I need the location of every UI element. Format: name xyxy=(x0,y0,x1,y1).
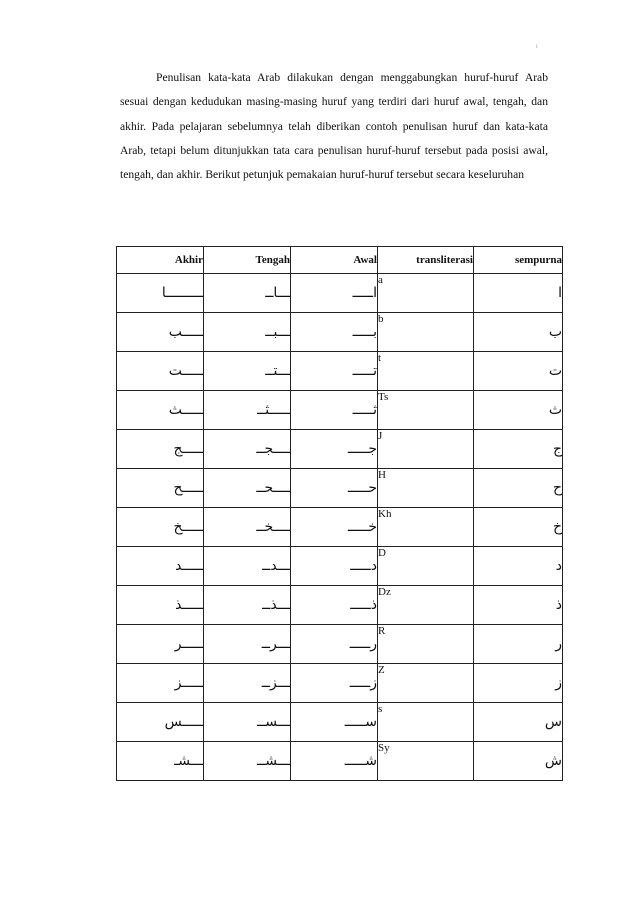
header-sempurna: sempurna xyxy=(474,247,563,274)
header-tengah: Tengah xyxy=(204,247,291,274)
sempurna-cell: ر xyxy=(474,625,563,664)
awal-cell: شـــــ xyxy=(291,742,378,781)
sempurna-cell: ج xyxy=(474,430,563,469)
tengah-cell: ـــشــ xyxy=(204,742,291,781)
tengah-cell: ـــــثــ xyxy=(204,391,291,430)
header-awal: Awal xyxy=(291,247,378,274)
akhir-cell: ـــــذ xyxy=(117,586,204,625)
sempurna-cell: ث xyxy=(474,391,563,430)
intro-paragraph-text: Penulisan kata-kata Arab dilakukan dengan menggabungkan huruf-huruf Arab sesuai dengan kedudukan masing-masing huruf yang terdiri dari huruf awal, tengah, dan akhir. Pada pelajaran sebelumnya telah diberikan contoh penulisan huruf dan kata-kata Arab, tetapi belum ditunjukkan tata cara penulisan huruf-huruf tersebut pada posisi awal, tengah, dan akhir. Berikut petunjuk pemakaian huruf-huruf tersebut secara keseluruhan xyxy=(120,71,548,182)
akhir-cell: ـــــــــا xyxy=(117,274,204,313)
header-akhir: Akhir xyxy=(117,247,204,274)
sempurna-cell: ش xyxy=(474,742,563,781)
tengah-cell: ــــخــ xyxy=(204,508,291,547)
tengah-cell: ـــدــ xyxy=(204,547,291,586)
table-row xyxy=(117,742,563,781)
table-row xyxy=(117,586,563,625)
sempurna-cell: د xyxy=(474,547,563,586)
transliterasi-cell: a xyxy=(378,274,474,313)
tengah-cell: ــــجــ xyxy=(204,430,291,469)
tengah-cell: ـــزــ xyxy=(204,664,291,703)
tengah-cell: ـــرــ xyxy=(204,625,291,664)
sempurna-cell: خ xyxy=(474,508,563,547)
table-row xyxy=(117,430,563,469)
transliterasi-cell: Dz xyxy=(378,586,474,625)
akhir-cell: ـــــس xyxy=(117,703,204,742)
sempurna-cell: ا xyxy=(474,274,563,313)
tengah-cell: ـــاــ xyxy=(204,274,291,313)
transliterasi-cell: H xyxy=(378,469,474,508)
akhir-cell: ـــــج xyxy=(117,430,204,469)
sempurna-cell: س xyxy=(474,703,563,742)
tengah-cell: ـــبــ xyxy=(204,313,291,352)
table-row xyxy=(117,664,563,703)
sempurna-cell: ب xyxy=(474,313,563,352)
table-row xyxy=(117,391,563,430)
awal-cell: اـــــ xyxy=(291,274,378,313)
sempurna-cell: ذ xyxy=(474,586,563,625)
table-row xyxy=(117,508,563,547)
table-row xyxy=(117,469,563,508)
tengah-cell: ـــذــ xyxy=(204,586,291,625)
awal-cell: ســـــ xyxy=(291,703,378,742)
awal-cell: زـــــ xyxy=(291,664,378,703)
akhir-cell: ـــــح xyxy=(117,469,204,508)
awal-cell: تـــــ xyxy=(291,352,378,391)
table-row xyxy=(117,547,563,586)
arabic-letter-forms-table xyxy=(116,246,563,781)
table-row xyxy=(117,625,563,664)
tengah-cell: ــــحــ xyxy=(204,469,291,508)
akhir-cell: ـــــز xyxy=(117,664,204,703)
tengah-cell: ـــســ xyxy=(204,703,291,742)
awal-cell: ثـــــ xyxy=(291,391,378,430)
transliterasi-cell: R xyxy=(378,625,474,664)
akhir-cell: ـــــب xyxy=(117,313,204,352)
akhir-cell: ـــــخ xyxy=(117,508,204,547)
transliterasi-cell: Ts xyxy=(378,391,474,430)
awal-cell: خـــــ xyxy=(291,508,378,547)
awal-cell: رـــــ xyxy=(291,625,378,664)
page-number: i xyxy=(536,44,538,50)
sempurna-cell: ح xyxy=(474,469,563,508)
sempurna-cell: ت xyxy=(474,352,563,391)
intro-paragraph xyxy=(120,66,548,187)
header-transliterasi: transliterasi xyxy=(378,247,474,274)
table-row xyxy=(117,313,563,352)
table-row xyxy=(117,274,563,313)
awal-cell: دـــــ xyxy=(291,547,378,586)
awal-cell: ذـــــ xyxy=(291,586,378,625)
transliterasi-cell: Sy xyxy=(378,742,474,781)
awal-cell: حـــــ xyxy=(291,469,378,508)
akhir-cell: ـــشـ xyxy=(117,742,204,781)
sempurna-cell: ز xyxy=(474,664,563,703)
akhir-cell: ـــــث xyxy=(117,391,204,430)
awal-cell: جـــــ xyxy=(291,430,378,469)
table-row xyxy=(117,703,563,742)
akhir-cell: ـــــت xyxy=(117,352,204,391)
transliterasi-cell: J xyxy=(378,430,474,469)
transliterasi-cell: Z xyxy=(378,664,474,703)
transliterasi-cell: b xyxy=(378,313,474,352)
transliterasi-cell: D xyxy=(378,547,474,586)
tengah-cell: ـــتــ xyxy=(204,352,291,391)
transliterasi-cell: Kh xyxy=(378,508,474,547)
awal-cell: بـــــ xyxy=(291,313,378,352)
transliterasi-cell: t xyxy=(378,352,474,391)
table-header-row xyxy=(117,247,563,274)
table-row xyxy=(117,352,563,391)
akhir-cell: ـــــر xyxy=(117,625,204,664)
transliterasi-cell: s xyxy=(378,703,474,742)
akhir-cell: ـــــد xyxy=(117,547,204,586)
